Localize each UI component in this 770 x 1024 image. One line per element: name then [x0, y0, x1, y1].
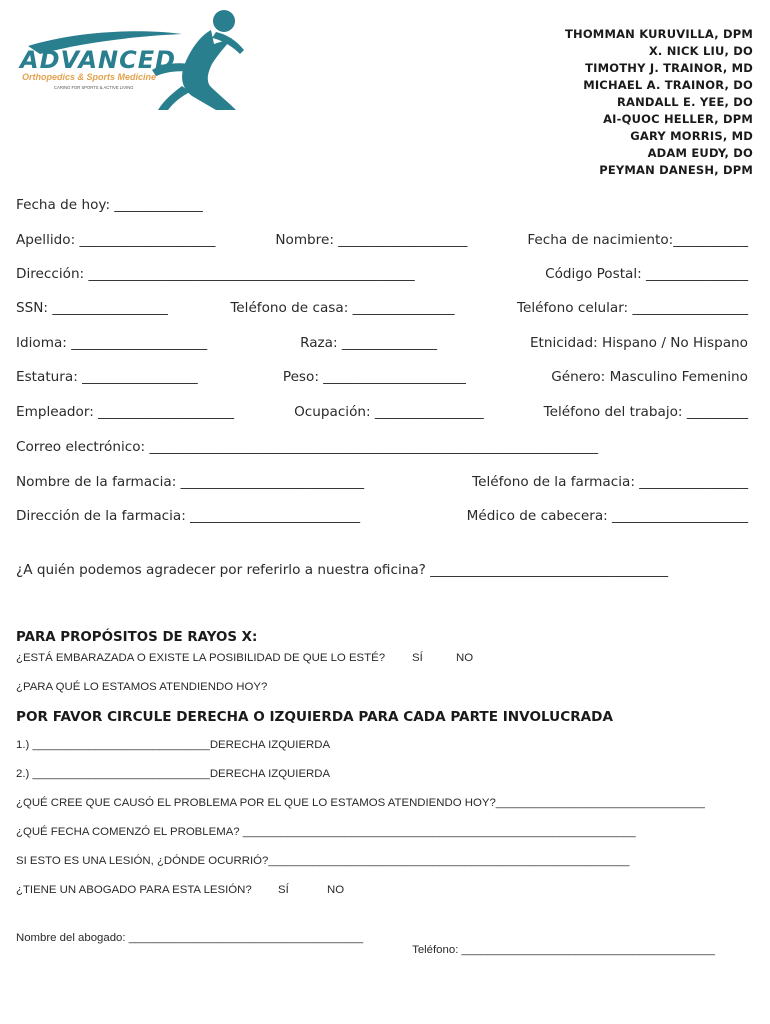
lesion-lugar-field[interactable]: SI ESTO ES UNA LESIÓN, ¿DÓNDE OCURRIÓ?_________________________________________________________	[16, 855, 630, 867]
address-row	[16, 266, 748, 282]
doctor-name: AI-QUOC HELLER, DPM	[603, 112, 753, 126]
telefono-celular-field[interactable]: Teléfono celular: _________________	[517, 300, 748, 316]
empleador-row	[16, 404, 748, 420]
nombre-abogado-field[interactable]: Nombre del abogado: _____________________________________	[16, 932, 364, 944]
atendiendo-question: ¿PARA QUÉ LO ESTAMOS ATENDIENDO HOY?	[16, 681, 268, 693]
body-part-1-field[interactable]: 1.) ____________________________DERECHA IZQUIERDA	[16, 739, 331, 751]
parts-section-title: POR FAVOR CIRCULE DERECHA O IZQUIERDA PARA CADA PARTE INVOLUCRADA	[16, 709, 613, 725]
ocupacion-field[interactable]: Ocupación: ________________	[294, 404, 484, 420]
idioma-row	[16, 335, 748, 351]
doctor-name: PEYMAN DANESH, DPM	[599, 163, 753, 177]
idioma-field[interactable]: Idioma: ____________________	[16, 335, 208, 351]
estatura-row	[16, 369, 748, 385]
telefono-casa-field[interactable]: Teléfono de casa: _______________	[230, 300, 455, 316]
fecha-nacimiento-field[interactable]: Fecha de nacimiento:___________	[527, 232, 748, 248]
genero-field[interactable]: Género: Masculino Femenino	[551, 369, 748, 385]
raza-field[interactable]: Raza: ______________	[300, 335, 438, 351]
empleador-field[interactable]: Empleador: ____________________	[16, 404, 235, 420]
doctor-name: X. NICK LIU, DO	[648, 44, 753, 58]
abogado-question: ¿TIENE UN ABOGADO PARA ESTA LESIÓN?	[16, 884, 252, 896]
direccion-farmacia-field[interactable]: Dirección de la farmacia: _________________________	[16, 508, 361, 524]
phone-row	[16, 300, 748, 316]
doctor-name: THOMMAN KURUVILLA, DPM	[564, 27, 753, 41]
logo-tagline: Orthopedics & Sports Medicine	[22, 72, 157, 82]
peso-field[interactable]: Peso: _____________________	[282, 369, 466, 385]
telefono-farmacia-field[interactable]: Teléfono de la farmacia: ________________	[472, 474, 748, 490]
estatura-field[interactable]: Estatura: _________________	[16, 369, 198, 385]
telefono-trabajo-field[interactable]: Teléfono del trabajo: _________	[543, 404, 748, 420]
doctor-name: GARY MORRIS, MD	[630, 129, 753, 143]
xray-section-title: PARA PROPÓSITOS DE RAYOS X:	[16, 630, 258, 645]
embarazada-no-option[interactable]: NO	[456, 652, 474, 664]
doctor-list	[565, 26, 753, 179]
medico-cabecera-field[interactable]: Médico de cabecera: ____________________	[466, 508, 748, 524]
embarazada-question: ¿ESTÁ EMBARAZADA O EXISTE LA POSIBILIDAD DE QUE LO ESTÉ?	[16, 652, 386, 664]
fecha-hoy-field[interactable]: Fecha de hoy: _____________	[16, 197, 203, 213]
apellido-field[interactable]: Apellido: ____________________	[16, 232, 216, 248]
doctor-name: RANDALL E. YEE, DO	[616, 95, 753, 109]
fecha-problema-field[interactable]: ¿QUÉ FECHA COMENZÓ EL PROBLEMA? ______________________________________________________________	[16, 826, 636, 838]
etnicidad-field[interactable]: Etnicidad: Hispano / No Hispano	[529, 335, 748, 351]
abogado-si-option[interactable]: SÍ	[278, 884, 289, 896]
name-row	[16, 232, 748, 248]
telefono-abogado-field[interactable]: Teléfono: ________________________________________	[412, 944, 715, 956]
logo-brand-text: ADVANCED	[20, 46, 177, 74]
embarazada-si-option[interactable]: SÍ	[412, 652, 423, 664]
referido-field[interactable]: ¿A quién podemos agradecer por referirlo a nuestra oficina? ___________________________________	[16, 562, 669, 578]
nombre-farmacia-field[interactable]: Nombre de la farmacia: ___________________________	[16, 474, 365, 490]
farmacia-row	[16, 474, 748, 490]
logo-subline: CARING FOR SPORTS & ACTIVE LIVING	[54, 85, 134, 90]
causa-problema-field[interactable]: ¿QUÉ CREE QUE CAUSÓ EL PROBLEMA POR EL QUE LO ESTAMOS ATENDIENDO HOY?_________________________________	[16, 797, 705, 809]
dir-farmacia-row	[16, 508, 748, 524]
direccion-field[interactable]: Dirección: ________________________________________________	[16, 266, 415, 282]
abogado-no-option[interactable]: NO	[327, 884, 345, 896]
body-part-2-field[interactable]: 2.) ____________________________DERECHA IZQUIERDA	[16, 768, 331, 780]
advanced-orthopedics-logo	[14, 6, 250, 114]
correo-field[interactable]: Correo electrónico: __________________________________________________________________	[16, 439, 599, 455]
nombre-field[interactable]: Nombre: ___________________	[275, 232, 468, 248]
doctor-name: ADAM EUDY, DO	[647, 146, 753, 160]
ssn-field[interactable]: SSN: _________________	[16, 300, 168, 316]
codigo-postal-field[interactable]: Código Postal: _______________	[545, 266, 748, 282]
doctor-name: MICHAEL A. TRAINOR, DO	[583, 78, 753, 92]
doctor-name: TIMOTHY J. TRAINOR, MD	[585, 61, 753, 75]
